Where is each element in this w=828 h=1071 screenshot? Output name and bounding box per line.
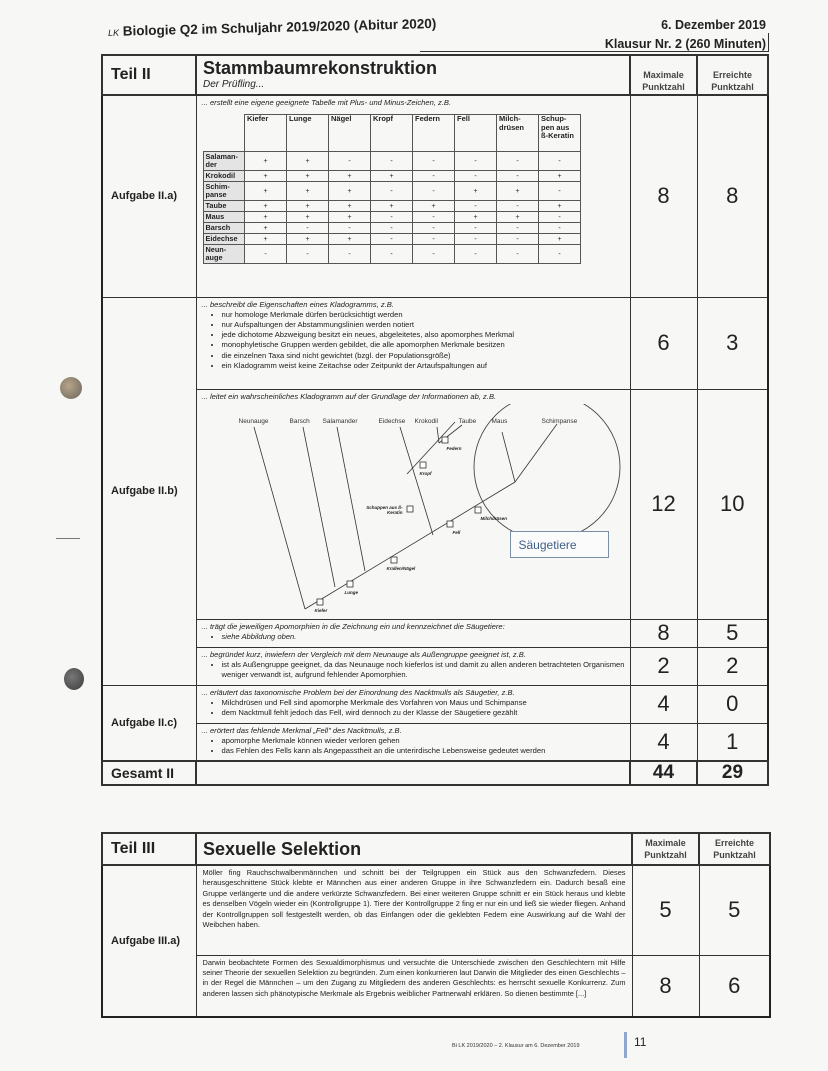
taxon-label: Maus bbox=[491, 417, 508, 425]
task-IIc1-content: ... erläutert das taxonomische Problem bei der Einordnung des Nacktmulls als Säugetier, z.B. • Milchdrüsen und Fell sind apomorphe Merkmale des Vorfahren von Maus und Schimpanse • dem Nacktmull fehlt jedoch das Fell, wird dennoch zu der Klasse der Säugetiere gezählt bbox=[196, 685, 630, 723]
footer-divider bbox=[624, 1032, 627, 1058]
character-matrix bbox=[203, 114, 582, 264]
page-number: 11 bbox=[634, 1035, 647, 1049]
matrix-col-header: Kropf bbox=[371, 115, 413, 152]
teil3-label: Teil III bbox=[102, 833, 196, 865]
max-score-IIb4: 2 bbox=[630, 647, 697, 685]
teil3-table bbox=[101, 832, 771, 1018]
total-label: Gesamt II bbox=[102, 761, 196, 785]
matrix-row: Salaman-der + + - - - - - - bbox=[203, 152, 581, 171]
task-IIIa-para2: Darwin beobachtete Formen des Sexualdimorphismus und versuchte die Unterschiede zwischen den Geschlechtern mit Hilfe seiner Theorie der sexuellen Selektion zu begründen. Zum einen konkurrieren laut Darwin die Mitglieder des einen Geschlechts – in der Regel die Männchen – um den Zugang zu Mitgliedern des anderen Geschlechts: es herrscht sexuelle Konkurrenz. Zum anderen lassen sich phänotypische Merkmale als Ergebnis weiblicher Partnerwahl erklären. So dienen bestimmte [...] bbox=[196, 955, 632, 1017]
course-header: LK Biologie Q2 im Schuljahr 2019/2020 (Abitur 2020) bbox=[107, 15, 437, 39]
col-achieved-header: Erreichte Punktzahl bbox=[699, 833, 770, 865]
apomorphy-label: Kiefer bbox=[314, 607, 328, 613]
task-IIb3-intro: ... trägt die jeweiligen Apomorphien in die Zeichnung ein und kennzeichnet die Säugetiere: bbox=[201, 621, 505, 631]
col-max-header: Maximale Punktzahl bbox=[630, 55, 697, 95]
task-IIc2-intro: ... erörtert das fehlende Merkmal „Fell" des Nacktmulls, z.B. bbox=[201, 725, 402, 735]
taxon-label: Neunauge bbox=[238, 417, 269, 425]
achieved-score-IIc2: 1 bbox=[697, 723, 768, 761]
task-IIb1-content bbox=[196, 297, 630, 389]
exam-header bbox=[605, 16, 766, 54]
achieved-score-IIIa1: 5 bbox=[699, 865, 770, 955]
punch-hole bbox=[64, 668, 84, 690]
max-score-IIb2: 12 bbox=[630, 389, 697, 619]
task-IIb4-content: ... begründet kurz, inwiefern der Vergleich mit dem Neunauge als Außengruppe geeignet ist, z.B. • ist als Außengruppe geeignet, da das Neunauge noch kieferlos ist und damit zu allen anderen betrachteten Organismen weniger verwandt ist, aufgrund fehlender Apomorphien. bbox=[196, 647, 630, 685]
max-score-IIb3: 8 bbox=[630, 619, 697, 647]
fold-mark bbox=[56, 538, 80, 539]
saeugetiere-label-box: Säugetiere bbox=[510, 531, 609, 558]
achieved-score-IIc1: 0 bbox=[697, 685, 768, 723]
taxon-label: Eidechse bbox=[378, 417, 406, 425]
matrix-row: Barsch + - - - - - - - bbox=[203, 223, 581, 234]
achieved-score-IIb1: 3 bbox=[697, 297, 768, 389]
task-label-IIb: Aufgabe II.b) bbox=[102, 297, 196, 685]
cladogram bbox=[197, 404, 627, 619]
col-max-header: Maximale Punktzahl bbox=[632, 833, 699, 865]
task-IIb2-intro: ... leitet ein wahrscheinliches Kladogramm auf der Grundlage der Informationen ab, z.B. bbox=[201, 391, 497, 401]
matrix-col-header: Lunge bbox=[287, 115, 329, 152]
punch-hole bbox=[60, 377, 82, 399]
task-IIc2-content: ... erörtert das fehlende Merkmal „Fell" des Nacktmulls, z.B. • apomorphe Merkmale können wieder verloren gehen • das Fehlen des Fells kann als Angepasstheit an die unterirdische Lebensweise gedeutet werden bbox=[196, 723, 630, 761]
achieved-score-IIb2: 10 bbox=[697, 389, 768, 619]
matrix-col-header: Federn bbox=[413, 115, 455, 152]
apomorphy-label: Milchdrüsen bbox=[480, 515, 508, 521]
cladogram-lines bbox=[197, 404, 627, 619]
teil2-title-cell bbox=[196, 55, 630, 95]
total-achieved-score: 29 bbox=[697, 761, 768, 785]
max-score-IIIa2: 8 bbox=[632, 955, 699, 1017]
taxon-label: Schimpanse bbox=[541, 417, 578, 425]
matrix-row: Taube + + + + + - - + bbox=[203, 201, 581, 212]
apomorphy-label: Fell bbox=[452, 529, 461, 535]
taxon-label: Barsch bbox=[289, 417, 310, 425]
task-IIb2-content bbox=[196, 389, 630, 619]
task-label-IIa: Aufgabe II.a) bbox=[102, 95, 196, 297]
task-IIb1-bullets: • nur homologe Merkmale dürfen berücksichtigt werden • nur Aufspaltungen der Abstammungslinien werden notiert • jede dichotome Abzweigung besitzt ein neues, abgeleitetes, also apomorphes Merkmal • monophyletische Gruppen werden gebildet, die alle apomorphen Merkmale besitzen • die einzelnen Taxa sind nicht gewichtet (bzgl. der Populationsgröße) • ein Kladogramm weist keine Zeitachse oder Zeitpunkt der Artaufspaltungen auf bbox=[202, 310, 625, 371]
matrix-col-header: Nägel bbox=[329, 115, 371, 152]
task-label-IIc: Aufgabe II.c) bbox=[102, 685, 196, 761]
apomorphy-label: Krallen/Nägel bbox=[386, 565, 416, 571]
task-IIa-content bbox=[196, 95, 630, 297]
teil2-title: Stammbaumrekonstruktion bbox=[203, 58, 438, 78]
task-IIc1-intro: ... erläutert das taxonomische Problem bei der Einordnung des Nacktmulls als Säugetier, z.B. bbox=[201, 687, 515, 697]
teil2-subtitle: Der Prüfling... bbox=[203, 79, 265, 90]
achieved-score-IIb3: 5 bbox=[697, 619, 768, 647]
max-score-IIc1: 4 bbox=[630, 685, 697, 723]
matrix-row: Neun-auge - - - - - - - - bbox=[203, 245, 581, 264]
page-footer: Bi LK 2019/2020 – 2. Klausur am 6. Dezember 2019 bbox=[452, 1043, 580, 1049]
exam-date: 6. Dezember 2019 bbox=[661, 18, 766, 32]
apomorphy-label: Federn bbox=[446, 445, 462, 451]
task-IIb4-intro: ... begründet kurz, inwiefern der Vergleich mit dem Neunauge als Außengruppe geeignet ist, z.B. bbox=[201, 649, 526, 659]
taxon-label: Salamander bbox=[322, 417, 358, 425]
matrix-row: Schim-panse + + + - - + + - bbox=[203, 182, 581, 201]
task-IIb1-intro: ... beschreibt die Eigenschaften eines Kladogramms, z.B. bbox=[201, 299, 394, 309]
matrix-col-header: Milch-drüsen bbox=[497, 115, 539, 152]
max-score-IIc2: 4 bbox=[630, 723, 697, 761]
teil3-title: Sexuelle Selektion bbox=[203, 838, 362, 859]
exam-title: Klausur Nr. 2 (260 Minuten) bbox=[604, 37, 766, 51]
max-score-IIb1: 6 bbox=[630, 297, 697, 389]
taxon-label: Krokodil bbox=[414, 417, 438, 425]
apomorphy-label: Schuppen aus ß-Keratin bbox=[366, 504, 403, 515]
matrix-row: Krokodil + + + + - - - + bbox=[203, 171, 581, 182]
achieved-score-IIIa2: 6 bbox=[699, 955, 770, 1017]
matrix-col-header: Kiefer bbox=[245, 115, 287, 152]
col-achieved-header: Erreichte Punktzahl bbox=[697, 55, 768, 95]
max-score-IIIa1: 5 bbox=[632, 865, 699, 955]
apomorphy-label: Kropf bbox=[419, 470, 432, 476]
task-IIa-intro: ... erstellt eine eigene geeignete Tabelle mit Plus- und Minus-Zeichen, z.B. bbox=[201, 98, 452, 107]
task-IIb3-content: ... trägt die jeweiligen Apomorphien in die Zeichnung ein und kennzeichnet die Säugetiere: • siehe Abbildung oben. bbox=[196, 619, 630, 647]
task-label-IIIa: Aufgabe III.a) bbox=[102, 865, 196, 1017]
max-score-IIa: 8 bbox=[630, 95, 697, 297]
task-IIIa-para1: Möller fing Rauchschwalbenmännchen und schnitt bei der Teilgruppen ein Stück aus den Schwanzfedern. Dieses herausgeschnittene Stück klebte er Männchen aus einer anderen Gruppe in ihre Schwanzfedern ein. Dadurch besaß eine Gruppe verlängerte und die andere verkürzte Schwanzfedern. Bei einer weiteren Gruppe schnitt er ein Stück heraus und klebte es denselben Vögeln wieder ein (Kontrollgruppe 1). Tiere der Kontrollgruppe 2 fing er nur ein und ließ sie wieder fliegen. Anhand der Kontrollgruppen soll festgestellt werden, ob das Einfangen oder die geklebten Federn eine Auswirkung auf die Wahl der Weibchen haben. bbox=[196, 865, 632, 955]
matrix-row: Eidechse + + + - - - - + bbox=[203, 234, 581, 245]
teil2-label: Teil II bbox=[102, 55, 196, 95]
total-max-score: 44 bbox=[630, 761, 697, 785]
teil3-title-cell bbox=[196, 833, 632, 865]
achieved-score-IIb4: 2 bbox=[697, 647, 768, 685]
teil2-table bbox=[101, 54, 769, 786]
matrix-col-header: Schup-pen aus ß-Keratin bbox=[539, 115, 581, 152]
matrix-col-header: Fell bbox=[455, 115, 497, 152]
matrix-row: Maus + + + - - + + - bbox=[203, 212, 581, 223]
apomorphy-label: Lunge bbox=[344, 589, 358, 595]
taxon-label: Taube bbox=[458, 417, 477, 425]
achieved-score-IIa: 8 bbox=[697, 95, 768, 297]
